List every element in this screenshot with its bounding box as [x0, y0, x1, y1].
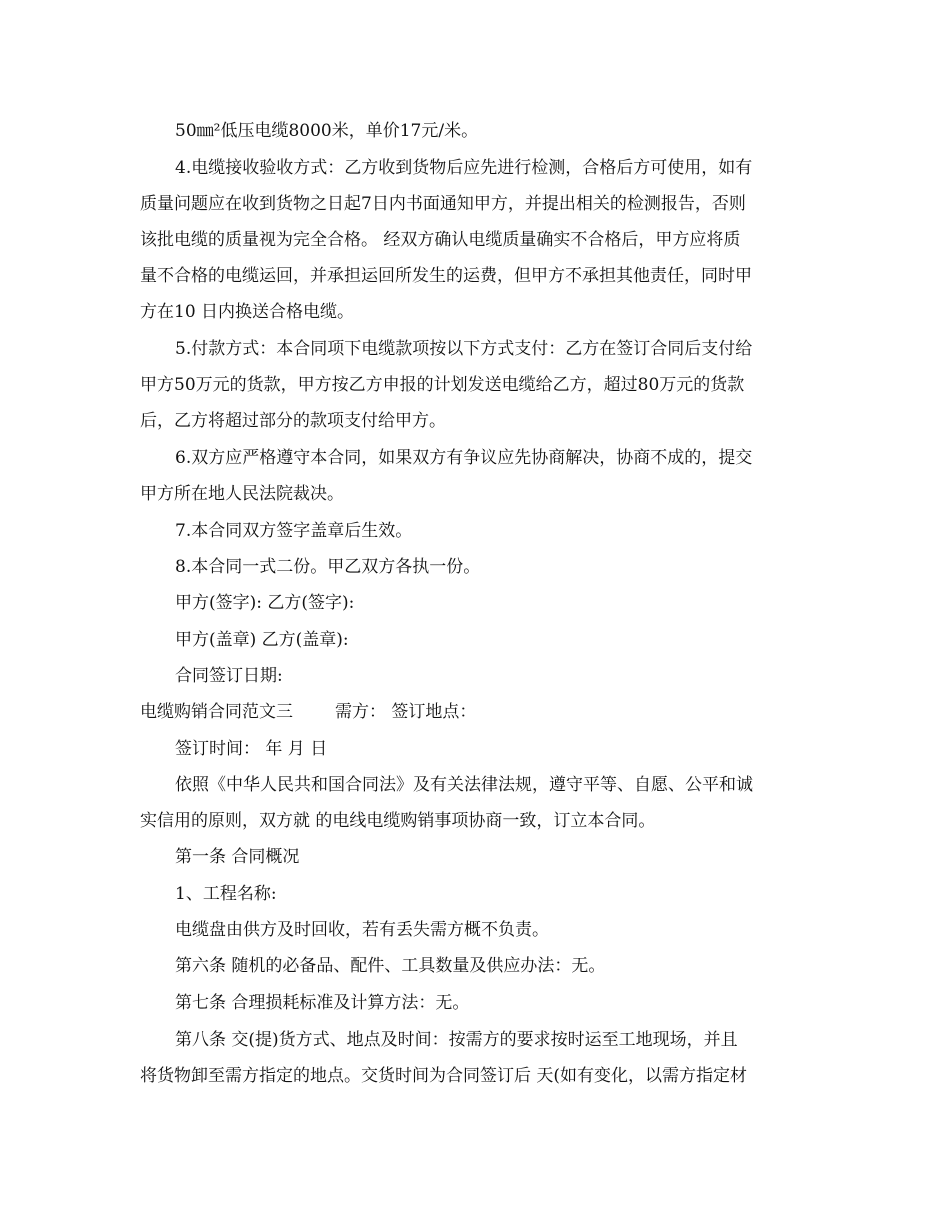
text-line: 甲方(签字): 乙方(签字): — [175, 593, 355, 613]
text-line: 甲方所在地人民法院裁决。 — [140, 484, 344, 504]
text-line: 第七条 合理损耗标准及计算方法：无。 — [175, 993, 470, 1013]
text-line: 第一条 合同概况 — [175, 847, 300, 867]
text-line: 将货物卸至需方指定的地点。交货时间为合同签订后 天(如有变化，以需方指定材 — [140, 1066, 748, 1086]
text-line: 1、工程名称: — [175, 884, 277, 904]
section-title: 电缆购销合同范文三 — [140, 702, 293, 722]
buyer-label: 需方： — [335, 702, 386, 722]
text-line: 第八条 交(提)货方式、地点及时间：按需方的要求按时运至工地现场，并且 — [175, 1030, 738, 1050]
heading-row — [140, 701, 815, 723]
text-line: 合同签订日期: — [175, 666, 283, 686]
text-line: 甲方(盖章) 乙方(盖章): — [175, 630, 349, 650]
text-line: 50㎜²低压电缆8000米，单价17元/米。 — [175, 121, 479, 141]
text-line: 签订时间： 年 月 日 — [175, 739, 328, 759]
text-line: 该批电缆的质量视为完全合格。 经双方确认电缆质量确实不合格后，甲方应将质 — [140, 230, 741, 250]
text-line: 5.付款方式：本合同项下电缆款项按以下方式支付：乙方在签订合同后支付给 — [175, 339, 753, 359]
text-line: 电缆盘由供方及时回收，若有丢失需方概不负责。 — [175, 920, 549, 940]
text-line: 量不合格的电缆运回，并承担运回所发生的运费，但甲方不承担其他责任，同时甲 — [140, 266, 752, 286]
text-line: 第六条 随机的必备品、配件、工具数量及供应办法：无。 — [175, 956, 606, 976]
place-label: 签订地点： — [391, 702, 477, 722]
text-line: 4.电缆接收验收方式：乙方收到货物后应先进行检测，合格后方可使用，如有 — [175, 158, 753, 178]
text-line: 6.双方应严格遵守本合同，如果双方有争议应先协商解决，协商不成的，提交 — [175, 448, 753, 468]
text-line: 方在10 日内换送合格电缆。 — [140, 302, 355, 322]
text-line: 7.本合同双方签字盖章后生效。 — [175, 521, 413, 541]
text-line: 8.本合同一式二份。甲乙双方各执一份。 — [175, 557, 481, 577]
text-line: 后，乙方将超过部分的款项支付给甲方。 — [140, 411, 446, 431]
text-line: 甲方50万元的货款，甲方按乙方申报的计划发送电缆给乙方，超过80万元的货款 — [140, 375, 745, 395]
text-line: 实信用的原则，双方就 的电线电缆购销事项协商一致，订立本合同。 — [140, 811, 656, 831]
text-line: 质量问题应在收到货物之日起7日内书面通知甲方，并提出相关的检测报告，否则 — [140, 194, 746, 214]
text-line: 依照《中华人民共和国合同法》及有关法律法规，遵守平等、自愿、公平和诚 — [175, 775, 753, 795]
